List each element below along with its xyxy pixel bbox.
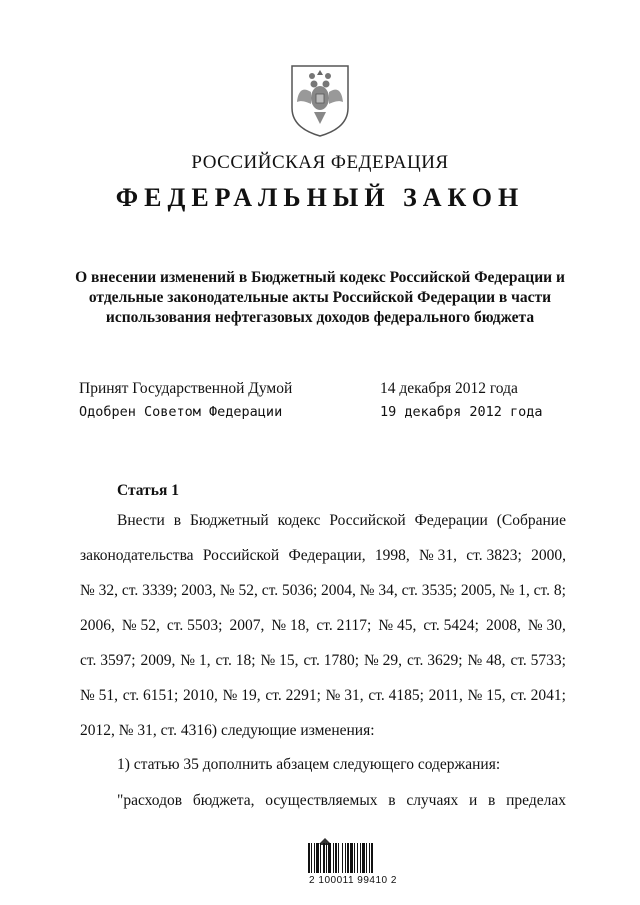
article-text-line	[80, 547, 566, 565]
article-word: 2005,	[460, 582, 496, 599]
article-word: № 34,	[359, 582, 398, 599]
barcode-number: 2 100011 99410 2	[309, 875, 397, 886]
article-word: № 30,	[527, 617, 566, 634]
article-word: осуществляемых	[265, 792, 378, 809]
article-word: 2009,	[140, 652, 176, 669]
article-word: Федерации,	[288, 547, 366, 564]
article-word: № 19,	[222, 687, 261, 704]
article-word: ст. 3535;	[401, 582, 458, 599]
paper-cap-icon	[318, 832, 332, 841]
article-word: и	[468, 792, 478, 809]
duma-adoption-date: 14 декабря 2012 года	[380, 380, 518, 397]
article-text-line	[80, 582, 566, 600]
article-word: законодательства	[80, 547, 194, 564]
article-word: Бюджетный	[189, 512, 269, 529]
article-word: ст. 6151;	[122, 687, 179, 704]
article-word: ст. 3597;	[80, 652, 136, 669]
article-word: ст. 5503;	[166, 617, 223, 634]
article-word: "расходов	[117, 792, 183, 809]
law-title-line: О внесении изменений в Бюджетный кодекс Российской Федерации и	[75, 269, 565, 286]
article-word: ст. 2117;	[316, 617, 372, 634]
article-word: № 31,	[325, 687, 364, 704]
article-word: кодекс	[277, 512, 321, 529]
article-word: ст. 2041;	[510, 687, 566, 704]
article-word: № 1,	[499, 582, 530, 599]
article-word: (Собрание	[496, 512, 566, 529]
council-approval-date: 19 декабря 2012 года	[380, 404, 543, 420]
duma-adoption-label: Принят Государственной Думой	[79, 380, 293, 397]
article-word: 2004,	[321, 582, 356, 599]
article-word: № 1,	[180, 652, 211, 669]
article-word: в	[173, 512, 182, 529]
article-word: ст. 18;	[215, 652, 256, 669]
article-word: № 45,	[378, 617, 417, 634]
article-word: в	[488, 792, 496, 809]
article-word: № 51,	[80, 687, 119, 704]
law-title-line: отдельные законодательные акты Российской Федерации в части	[88, 289, 552, 306]
article-word: 2003,	[181, 582, 217, 599]
article-word: Федерации	[414, 512, 488, 529]
law-title-line: использования нефтегазовых доходов федерального бюджета	[105, 309, 535, 326]
article-text-line: 2012, № 31, ст. 4316) следующие изменения:	[80, 722, 375, 739]
law-title	[60, 268, 580, 328]
article-word: бюджета,	[192, 792, 255, 809]
article-text-line	[80, 652, 566, 670]
article-heading: Статья 1	[117, 482, 179, 499]
article-word: ст. 4185;	[368, 687, 424, 704]
article-word: № 32,	[80, 582, 119, 599]
article-word: ст. 3629;	[406, 652, 463, 669]
article-word: № 15,	[260, 652, 299, 669]
article-word: 2000,	[531, 547, 566, 564]
article-word: 2007,	[229, 617, 265, 634]
council-approval-label: Одобрен Советом Федерации	[79, 404, 283, 420]
article-word: Российской	[329, 512, 406, 529]
article-word: ст. 5733;	[510, 652, 566, 669]
barcode-icon	[308, 843, 394, 873]
article-word: № 29,	[363, 652, 403, 669]
article-word: ст. 5036;	[261, 582, 318, 599]
article-word: № 48,	[467, 652, 506, 669]
article-word: № 52,	[219, 582, 258, 599]
article-word: в	[388, 792, 396, 809]
article-word: ст. 8;	[533, 582, 566, 599]
article-word: ст. 3339;	[121, 582, 178, 599]
article-word: Внести	[117, 512, 165, 529]
article-word: 2008,	[485, 617, 521, 634]
article-word: 2010,	[183, 687, 218, 704]
article-word: № 52,	[121, 617, 160, 634]
article-text-line	[117, 792, 566, 810]
article-text-line	[117, 512, 566, 530]
article-word: № 18,	[271, 617, 310, 634]
article-word: ст. 3823;	[466, 547, 522, 564]
article-word: ст. 1780;	[303, 652, 360, 669]
article-text-line	[80, 617, 566, 635]
coat-of-arms-icon	[288, 62, 352, 138]
article-word: случаях	[406, 792, 459, 809]
article-text-line	[80, 687, 566, 705]
article-word: ст. 5424;	[423, 617, 479, 634]
country-name: РОССИЙСКАЯ ФЕДЕРАЦИЯ	[191, 152, 449, 173]
article-word: 2006,	[80, 617, 115, 634]
article-word: № 15,	[467, 687, 506, 704]
law-type-heading: ФЕДЕРАЛЬНЫЙ ЗАКОН	[115, 183, 525, 212]
article-word: 2011,	[428, 687, 463, 704]
article-word: пределах	[506, 792, 566, 809]
article-word: ст. 2291;	[265, 687, 321, 704]
article-text-line: 1) статью 35 дополнить абзацем следующего содержания:	[117, 756, 501, 773]
article-word: № 31,	[418, 547, 458, 564]
article-word: Российской	[202, 547, 280, 564]
article-word: 1998,	[374, 547, 410, 564]
